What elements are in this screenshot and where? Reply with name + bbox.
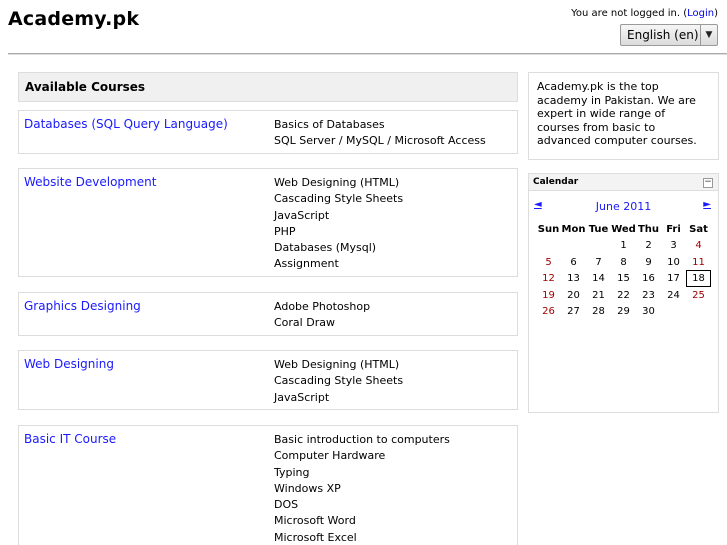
calendar-day: 9 — [645, 256, 652, 268]
calendar-header — [529, 174, 718, 191]
calendar-week-row — [536, 254, 711, 271]
calendar-day: 13 — [567, 273, 580, 285]
chevron-down-icon[interactable]: ▼ — [700, 25, 717, 45]
calendar-month[interactable]: June 2011 — [595, 200, 652, 213]
main-column — [18, 72, 518, 544]
calendar-block — [528, 173, 719, 413]
calendar-week-row — [536, 287, 711, 304]
language-select[interactable] — [620, 24, 718, 46]
course-summary-item: Computer Hardware — [274, 449, 386, 463]
course-summary-item: PHP — [274, 224, 296, 238]
calendar-day: 19 — [542, 289, 555, 301]
calendar-day: 12 — [542, 273, 555, 285]
available-courses-header — [18, 72, 518, 102]
calendar-weekday: Thu — [637, 223, 660, 235]
calendar-today: 18 — [686, 270, 711, 287]
calendar-grid — [536, 221, 711, 320]
course-link[interactable]: Website Development — [24, 175, 157, 189]
calendar-weekday: Fri — [666, 223, 681, 235]
course-box — [18, 425, 518, 545]
calendar-day: 21 — [592, 289, 605, 301]
course-summary — [274, 432, 450, 545]
calendar-day: 25 — [692, 289, 705, 301]
section-title: Available Courses — [25, 80, 146, 94]
calendar-weekday: Mon — [561, 223, 586, 235]
collapse-icon[interactable]: − — [704, 177, 712, 187]
calendar-day: 6 — [570, 256, 577, 268]
calendar-weekday: Tue — [588, 223, 609, 235]
calendar-title: Calendar — [533, 177, 579, 187]
calendar-day: 28 — [592, 306, 605, 318]
calendar-weekday: Sat — [689, 223, 708, 235]
header-divider — [8, 53, 727, 55]
course-summary-item: Assignment — [274, 257, 339, 271]
course-summary-item: Web Designing (HTML) — [274, 358, 400, 371]
calendar-day: 11 — [692, 256, 705, 268]
course-summary-item: DOS — [274, 498, 299, 512]
login-close: ) — [714, 8, 718, 19]
course-summary-item: SQL Server / MySQL / Microsoft Access — [274, 134, 486, 148]
calendar-weekday: Wed — [611, 223, 636, 235]
calendar-day: 16 — [642, 273, 655, 285]
course-summary — [274, 357, 403, 406]
calendar-day: 3 — [670, 240, 677, 252]
calendar-week-row — [536, 238, 711, 255]
course-summary-item: Microsoft Word — [274, 514, 356, 528]
calendar-day: 15 — [617, 273, 630, 285]
course-summary-item: Databases (Mysql) — [274, 241, 377, 255]
course-summary-item: Adobe Photoshop — [274, 300, 371, 313]
course-box — [18, 168, 518, 277]
calendar-day: 5 — [545, 256, 552, 268]
course-link[interactable]: Basic IT Course — [24, 432, 117, 446]
about-block: Academy.pk is the top academy in Pakistan. We are expert in wide range of courses from basic to advanced computer courses. — [528, 72, 719, 160]
course-summary-item: Basic introduction to computers — [274, 433, 450, 446]
course-box — [18, 110, 518, 154]
calendar-day: 20 — [567, 289, 580, 301]
course-summary-item: Basics of Databases — [274, 118, 385, 131]
calendar-day: 2 — [645, 240, 652, 252]
course-box — [18, 292, 518, 336]
course-summary — [274, 299, 370, 332]
course-summary-item: Coral Draw — [274, 316, 335, 330]
course-summary-item: JavaScript — [274, 390, 330, 404]
calendar-day: 26 — [542, 306, 555, 318]
calendar-week-row — [536, 304, 711, 321]
course-link[interactable]: Graphics Designing — [24, 299, 141, 313]
arrow-right-icon[interactable]: ► — [703, 199, 711, 210]
calendar-day: 4 — [695, 240, 702, 252]
course-summary-item: Web Designing (HTML) — [274, 176, 400, 189]
arrow-left-icon[interactable]: ◄ — [534, 199, 542, 210]
course-box — [18, 350, 518, 410]
course-summary — [274, 117, 486, 150]
calendar-day: 24 — [667, 289, 680, 301]
login-info — [571, 8, 718, 19]
language-value: English (en) — [627, 28, 699, 42]
site-title: Academy.pk — [8, 8, 140, 30]
calendar-weekday: Sun — [537, 223, 560, 235]
calendar-day: 1 — [620, 240, 627, 252]
course-link[interactable]: Web Designing — [24, 357, 114, 371]
course-summary-item: Typing — [274, 465, 310, 479]
login-link[interactable]: Login — [687, 8, 715, 19]
course-summary-item: Cascading Style Sheets — [274, 374, 404, 388]
course-summary-item: JavaScript — [274, 208, 330, 222]
course-link[interactable]: Databases (SQL Query Language) — [24, 117, 228, 131]
calendar-day: 7 — [595, 256, 602, 268]
calendar-weekday-row — [536, 221, 711, 238]
calendar-day: 22 — [617, 289, 630, 301]
course-summary — [274, 175, 403, 273]
course-summary-item: Microsoft Excel — [274, 530, 357, 544]
calendar-day: 29 — [617, 306, 630, 318]
calendar-day: 10 — [667, 256, 680, 268]
calendar-week-row — [536, 271, 711, 288]
calendar-day: 23 — [642, 289, 655, 301]
course-summary-item: Windows XP — [274, 481, 341, 495]
calendar-day: 30 — [642, 306, 655, 318]
calendar-day: 27 — [567, 306, 580, 318]
course-summary-item: Cascading Style Sheets — [274, 192, 404, 206]
calendar-day: 17 — [667, 273, 680, 285]
calendar-day: 8 — [620, 256, 627, 268]
calendar-day: 14 — [592, 273, 605, 285]
login-text: You are not logged in. ( — [571, 8, 688, 19]
